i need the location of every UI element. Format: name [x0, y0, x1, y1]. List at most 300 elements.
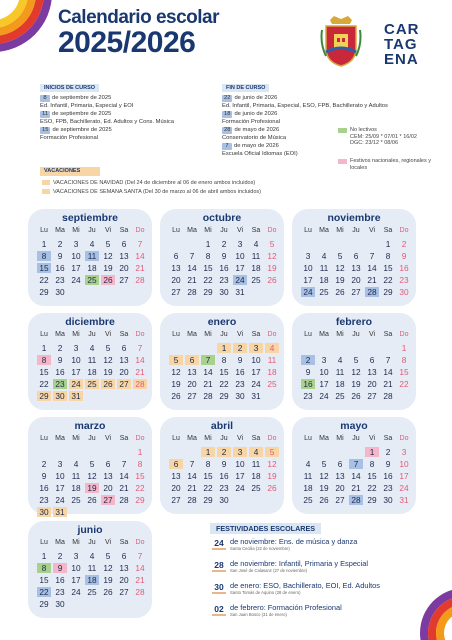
weekday-label: Ju — [88, 539, 96, 546]
day-cell: 8 — [221, 355, 227, 365]
day-cell: 29 — [135, 495, 145, 505]
empty-cell — [117, 447, 131, 457]
weekday-label: Vi — [236, 331, 244, 338]
day-cell: 9 — [221, 459, 227, 469]
day-cell: 21 — [135, 263, 145, 273]
day-cell: 3 — [305, 251, 311, 261]
day-cell: 25 — [251, 275, 261, 285]
weekday-label: Ju — [220, 435, 228, 442]
day-cell: 15 — [135, 471, 145, 481]
empty-cell — [85, 447, 99, 457]
empty-cell — [365, 343, 379, 353]
month-name: octubre — [202, 212, 242, 224]
day-cell: 17 — [71, 367, 81, 377]
day-cell: 4 — [253, 239, 259, 249]
day-cell: 25 — [85, 379, 99, 389]
day-cell: 27 — [119, 587, 129, 597]
day-cell: 5 — [105, 343, 111, 353]
festividad-item — [212, 560, 432, 580]
vacaciones-swatch — [42, 180, 50, 185]
day-cell: 11 — [267, 355, 277, 365]
day-cell: 14 — [135, 355, 145, 365]
day-grid — [168, 238, 280, 298]
day-cell: 23 — [399, 275, 409, 285]
day-cell: 17 — [235, 263, 245, 273]
day-cell: 3 — [401, 447, 407, 457]
weekday-label: Sa — [251, 331, 261, 338]
day-cell: 6 — [169, 459, 183, 469]
day-cell: 8 — [369, 459, 375, 469]
day-cell: 26 — [319, 495, 329, 505]
weekday-label: Mi — [72, 435, 80, 442]
day-cell: 12 — [103, 563, 113, 573]
coat-of-arms-icon — [320, 14, 362, 68]
weekday-label: Ma — [55, 331, 65, 338]
weekday-label: Ju — [352, 331, 360, 338]
day-cell: 18 — [85, 575, 99, 585]
inicio-row-text: de septiembre de 2025 — [52, 111, 112, 117]
empty-cell — [317, 447, 331, 457]
empty-cell — [349, 239, 363, 249]
day-cell: 2 — [401, 239, 407, 249]
weekday-label: Ma — [187, 331, 197, 338]
weekday-label: Vi — [368, 435, 376, 442]
weekday-header — [300, 331, 412, 338]
day-cell: 9 — [57, 251, 63, 261]
day-cell: 4 — [265, 343, 279, 353]
weekday-label: Do — [267, 435, 277, 442]
festivo-swatch — [338, 159, 347, 164]
day-cell: 5 — [169, 355, 183, 365]
weekday-label: Sa — [119, 539, 129, 546]
day-cell: 7 — [137, 343, 143, 353]
day-cell: 30 — [219, 287, 229, 297]
day-cell: 12 — [351, 367, 361, 377]
empty-cell — [185, 343, 199, 353]
day-cell: 8 — [205, 459, 211, 469]
day-cell: 9 — [237, 355, 243, 365]
day-cell: 20 — [103, 483, 113, 493]
day-cell: 25 — [251, 483, 261, 493]
day-cell: 6 — [121, 239, 127, 249]
weekday-label: Vi — [104, 331, 112, 338]
day-cell: 23 — [39, 495, 49, 505]
day-grid — [36, 550, 148, 610]
day-cell: 6 — [185, 355, 199, 365]
day-cell: 3 — [233, 447, 247, 457]
day-cell: 21 — [119, 483, 129, 493]
day-cell: 11 — [319, 263, 329, 273]
day-cell: 11 — [335, 367, 345, 377]
day-cell: 7 — [201, 355, 215, 365]
month-name: septiembre — [61, 212, 119, 224]
day-cell: 25 — [319, 287, 329, 297]
festividad-text: de febrero: Formación Profesional — [230, 603, 342, 612]
day-cell: 13 — [119, 251, 129, 261]
date-chip: 7 — [222, 143, 232, 150]
month-card-enero — [160, 313, 284, 410]
day-cell: 31 — [235, 287, 245, 297]
day-cell: 17 — [319, 379, 329, 389]
day-cell: 1 — [401, 343, 407, 353]
festividad-day: 30 — [212, 582, 226, 594]
inicio-row-text: de septiembre de 2025 — [52, 127, 112, 133]
fin-row-text: Formación Profesional — [222, 119, 280, 125]
empty-cell — [301, 239, 315, 249]
day-cell: 25 — [335, 391, 345, 401]
weekday-label: Ma — [319, 435, 329, 442]
weekday-label: Do — [135, 539, 145, 546]
weekday-label: Ju — [352, 435, 360, 442]
day-cell: 28 — [203, 391, 213, 401]
weekday-label: Sa — [383, 331, 393, 338]
empty-cell — [69, 447, 83, 457]
inicio-row-text: de septiembre de 2025 — [52, 95, 112, 101]
page-title: Calendario escolar — [58, 7, 220, 28]
day-cell: 12 — [103, 355, 113, 365]
day-cell: 15 — [203, 471, 213, 481]
day-cell: 29 — [39, 287, 49, 297]
legend-no-lectivos: No lectivos CEM: 25/09 * 07/01 * 16/02 DGC: 23/12 * 08/06 — [338, 127, 417, 147]
weekday-label: Ju — [220, 227, 228, 234]
weekday-label: Ma — [187, 227, 197, 234]
day-cell: 25 — [267, 379, 277, 389]
day-cell: 8 — [37, 355, 51, 365]
day-cell: 20 — [171, 275, 181, 285]
day-cell: 20 — [119, 367, 129, 377]
festividad-text: de enero: ESO, Bachillerato, EOI, Ed. Adultos — [230, 581, 380, 590]
fin-row — [222, 103, 388, 110]
vacaciones-swatch — [42, 189, 50, 194]
day-cell: 4 — [89, 343, 95, 353]
day-cell: 10 — [235, 251, 245, 261]
festividad-sub: San José de Calasanz (27 de noviembre) — [230, 568, 308, 573]
day-cell: 22 — [203, 483, 213, 493]
day-cell: 9 — [305, 367, 311, 377]
day-cell: 23 — [219, 483, 229, 493]
day-cell: 27 — [171, 495, 181, 505]
day-cell: 17 — [399, 471, 409, 481]
day-cell: 21 — [351, 483, 361, 493]
day-cell: 23 — [55, 275, 65, 285]
day-cell: 14 — [119, 471, 129, 481]
day-cell: 14 — [187, 471, 197, 481]
day-cell: 10 — [319, 367, 329, 377]
month-name: febrero — [335, 316, 373, 328]
day-cell: 9 — [385, 459, 391, 469]
day-cell: 7 — [189, 459, 195, 469]
weekday-header — [168, 435, 280, 442]
day-cell: 18 — [251, 263, 261, 273]
fin-row-text: de mayo de 2026 — [234, 127, 280, 133]
day-cell: 5 — [105, 239, 111, 249]
weekday-label: Sa — [119, 435, 129, 442]
festividad-sub: Santo Tomás de Aquino (28 de enero) — [230, 590, 301, 595]
day-grid — [300, 238, 412, 298]
weekday-label: Mi — [204, 331, 212, 338]
weekday-label: Lu — [304, 227, 312, 234]
day-cell: 15 — [39, 575, 49, 585]
day-cell: 19 — [351, 379, 361, 389]
festividad-item — [212, 604, 432, 624]
day-cell: 6 — [121, 551, 127, 561]
day-cell: 17 — [303, 275, 313, 285]
day-grid — [168, 446, 280, 506]
day-cell: 15 — [367, 471, 377, 481]
day-cell: 23 — [53, 379, 67, 389]
weekday-label: Vi — [368, 331, 376, 338]
day-cell: 8 — [37, 251, 51, 261]
empty-cell — [301, 447, 315, 457]
day-grid — [36, 238, 148, 298]
weekday-label: Do — [399, 331, 409, 338]
day-cell: 5 — [337, 251, 343, 261]
day-cell: 7 — [189, 251, 195, 261]
day-cell: 11 — [251, 251, 261, 261]
day-cell: 19 — [171, 379, 181, 389]
weekday-label: Lu — [172, 331, 180, 338]
day-cell: 21 — [203, 379, 213, 389]
vacaciones-semana-santa: VACACIONES DE SEMANA SANTA (Del 30 de marzo al 06 de abril ambos incluidos) — [42, 189, 261, 195]
day-cell: 22 — [135, 483, 145, 493]
day-cell: 19 — [319, 483, 329, 493]
day-cell: 14 — [135, 251, 145, 261]
empty-cell — [201, 343, 215, 353]
fin-row-text: Escuela Oficial Idiomas (EOI) — [222, 151, 298, 157]
weekday-label: Ma — [55, 539, 65, 546]
month-card-diciembre — [28, 313, 152, 410]
day-cell: 3 — [321, 355, 327, 365]
day-cell: 21 — [187, 483, 197, 493]
day-cell: 4 — [305, 459, 311, 469]
day-cell: 15 — [219, 367, 229, 377]
day-cell: 10 — [71, 563, 81, 573]
festividad-item — [212, 582, 432, 602]
weekday-label: Vi — [104, 435, 112, 442]
day-cell: 1 — [137, 447, 143, 457]
fin-row-text: Conservatorio de Música — [222, 135, 287, 141]
day-cell: 1 — [205, 239, 211, 249]
day-cell: 27 — [101, 495, 115, 505]
empty-cell — [365, 239, 379, 249]
day-cell: 13 — [187, 367, 197, 377]
fin-row-text: Ed. Infantil, Primaria, Especial, ESO, FPB, Bachillerato y Adultos — [222, 103, 388, 109]
day-cell: 22 — [383, 275, 393, 285]
festividad-text: de noviembre: Ens. de música y danza — [230, 537, 358, 546]
inicio-row — [40, 95, 111, 102]
day-cell: 3 — [73, 343, 79, 353]
weekday-label: Sa — [119, 331, 129, 338]
day-cell: 26 — [101, 379, 115, 389]
empty-cell — [53, 447, 67, 457]
day-cell: 31 — [399, 495, 409, 505]
day-cell: 6 — [105, 459, 111, 469]
weekday-header — [300, 435, 412, 442]
vacaciones-heading: VACACIONES — [40, 167, 100, 176]
day-cell: 22 — [39, 379, 49, 389]
inicio-row-text: Formación Profesional — [40, 135, 98, 141]
day-cell: 27 — [117, 379, 131, 389]
date-chip: 28 — [224, 127, 231, 133]
day-cell: 23 — [55, 587, 65, 597]
day-cell: 20 — [119, 263, 129, 273]
date-chip: 22 — [224, 95, 231, 101]
day-cell: 18 — [251, 471, 261, 481]
day-cell: 3 — [57, 459, 63, 469]
day-cell: 26 — [87, 495, 97, 505]
empty-cell — [333, 447, 347, 457]
day-cell: 30 — [53, 391, 67, 401]
day-cell: 23 — [235, 379, 245, 389]
weekday-label: Mi — [72, 539, 80, 546]
day-cell: 12 — [319, 471, 329, 481]
month-card-marzo — [28, 417, 152, 517]
weekday-label: Sa — [251, 227, 261, 234]
inicio-curso-heading: INICIOS DE CURSO — [40, 84, 99, 92]
weekday-label: Mi — [72, 227, 80, 234]
weekday-label: Lu — [172, 435, 180, 442]
day-cell: 30 — [55, 287, 65, 297]
empty-cell — [185, 447, 199, 457]
weekday-label: Vi — [236, 435, 244, 442]
festividad-day: 28 — [212, 560, 226, 572]
day-cell: 15 — [39, 367, 49, 377]
day-cell: 12 — [335, 263, 345, 273]
fin-curso-heading: FIN DE CURSO — [222, 84, 269, 92]
legend-festivos: Festivos nacionales, regionales y locales — [338, 158, 438, 171]
inicio-row-text: ESO, FPB, Bachillerato, Ed. Adultos y Cons. Música — [40, 119, 175, 125]
day-cell: 26 — [351, 391, 361, 401]
day-cell: 18 — [87, 367, 97, 377]
day-cell: 17 — [251, 367, 261, 377]
day-cell: 17 — [55, 483, 65, 493]
month-card-abril — [160, 417, 284, 514]
day-cell: 7 — [137, 551, 143, 561]
day-cell: 9 — [41, 471, 47, 481]
day-cell: 18 — [71, 483, 81, 493]
day-cell: 5 — [265, 447, 279, 457]
day-cell: 2 — [217, 447, 231, 457]
day-cell: 27 — [367, 391, 377, 401]
day-cell: 18 — [267, 367, 277, 377]
day-cell: 1 — [385, 239, 391, 249]
day-cell: 19 — [103, 575, 113, 585]
weekday-label: Vi — [104, 539, 112, 546]
weekday-label: Lu — [40, 539, 48, 546]
day-cell: 16 — [55, 575, 65, 585]
day-cell: 17 — [71, 263, 81, 273]
day-cell: 6 — [369, 355, 375, 365]
weekday-label: Lu — [40, 227, 48, 234]
day-cell: 2 — [57, 551, 63, 561]
day-cell: 22 — [37, 587, 51, 597]
day-cell: 4 — [89, 551, 95, 561]
day-cell: 10 — [55, 471, 65, 481]
day-cell: 31 — [53, 507, 67, 517]
day-cell: 30 — [383, 495, 393, 505]
day-cell: 28 — [383, 391, 393, 401]
day-cell: 2 — [41, 459, 47, 469]
inicio-row — [40, 103, 133, 110]
weekday-label: Ma — [55, 227, 65, 234]
day-cell: 27 — [335, 495, 345, 505]
weekday-label: Mi — [204, 435, 212, 442]
empty-cell — [169, 447, 183, 457]
day-cell: 14 — [367, 263, 377, 273]
day-cell: 14 — [383, 367, 393, 377]
day-cell: 17 — [235, 471, 245, 481]
day-cell: 20 — [119, 575, 129, 585]
fin-row-text: de mayo de 2026 — [234, 143, 279, 149]
day-cell: 1 — [41, 551, 47, 561]
empty-cell — [169, 343, 183, 353]
empty-cell — [169, 239, 183, 249]
day-cell: 9 — [53, 563, 67, 573]
day-cell: 29 — [37, 391, 51, 401]
day-cell: 29 — [367, 495, 377, 505]
day-cell: 7 — [385, 355, 391, 365]
day-cell: 11 — [85, 251, 99, 261]
day-cell: 1 — [365, 447, 379, 457]
day-cell: 28 — [135, 275, 145, 285]
fin-row — [222, 95, 277, 102]
day-cell: 16 — [219, 471, 229, 481]
weekday-label: Lu — [40, 435, 48, 442]
weekday-label: Ma — [319, 227, 329, 234]
day-cell: 5 — [269, 239, 275, 249]
date-chip: 18 — [224, 111, 231, 117]
weekday-label: Do — [135, 227, 145, 234]
day-cell: 17 — [71, 575, 81, 585]
fin-row-text: de junio de 2026 — [234, 111, 278, 117]
day-cell: 16 — [399, 263, 409, 273]
day-cell: 28 — [349, 495, 363, 505]
day-grid — [168, 342, 280, 402]
day-grid — [300, 446, 412, 506]
festividad-text: de noviembre: Infantil, Primaria y Especial — [230, 559, 369, 568]
day-cell: 6 — [353, 251, 359, 261]
empty-cell — [317, 343, 331, 353]
day-cell: 16 — [55, 367, 65, 377]
day-cell: 1 — [201, 447, 215, 457]
empty-cell — [349, 447, 363, 457]
weekday-label: Mi — [336, 331, 344, 338]
day-cell: 23 — [383, 483, 393, 493]
fin-row — [222, 119, 280, 126]
day-cell: 15 — [399, 367, 409, 377]
day-cell: 13 — [335, 471, 345, 481]
day-cell: 10 — [71, 355, 81, 365]
day-cell: 20 — [187, 379, 197, 389]
day-cell: 2 — [385, 447, 391, 457]
day-cell: 24 — [399, 483, 409, 493]
day-cell: 18 — [335, 379, 345, 389]
empty-cell — [349, 343, 363, 353]
month-name: abril — [210, 420, 234, 432]
day-cell: 25 — [303, 495, 313, 505]
day-cell: 12 — [87, 471, 97, 481]
month-name: marzo — [74, 420, 106, 432]
fin-row — [222, 135, 286, 142]
day-cell: 26 — [267, 275, 277, 285]
day-cell: 16 — [55, 263, 65, 273]
day-cell: 13 — [171, 263, 181, 273]
weekday-label: Ma — [187, 435, 197, 442]
day-cell: 2 — [301, 355, 315, 365]
date-chip: 15 — [42, 127, 49, 133]
day-cell: 15 — [37, 263, 51, 273]
cartagena-logo: CAR TAG ENA — [384, 21, 420, 68]
